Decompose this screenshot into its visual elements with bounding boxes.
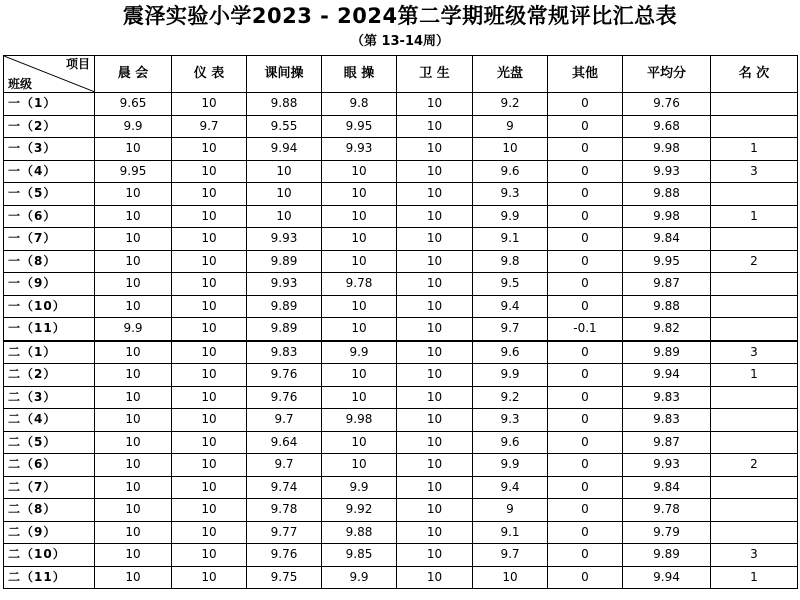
class-name-cell: 二（7） xyxy=(4,476,95,499)
score-cell: 10 xyxy=(172,160,247,183)
score-cell: 10 xyxy=(322,160,397,183)
score-cell: 10 xyxy=(172,93,247,116)
score-cell xyxy=(711,521,798,544)
score-cell: 10 xyxy=(95,364,172,387)
score-cell: 10 xyxy=(172,138,247,161)
table-row xyxy=(4,250,798,273)
column-header: 晨 会 xyxy=(95,56,172,93)
table-row xyxy=(4,160,798,183)
score-cell: 9.93 xyxy=(247,228,322,251)
class-name-cell: 二（4） xyxy=(4,409,95,432)
table-row xyxy=(4,409,798,432)
score-cell: 9.88 xyxy=(247,93,322,116)
class-name-cell: 一（4） xyxy=(4,160,95,183)
class-name-cell: 二（6） xyxy=(4,454,95,477)
score-cell: 9.76 xyxy=(247,386,322,409)
score-cell: 9.89 xyxy=(623,544,711,567)
table-row xyxy=(4,183,798,206)
score-cell: 0 xyxy=(548,160,623,183)
score-cell: 10 xyxy=(95,409,172,432)
score-cell: 0 xyxy=(548,386,623,409)
score-cell: 10 xyxy=(172,476,247,499)
score-cell: 10 xyxy=(397,454,473,477)
score-cell: 9.93 xyxy=(247,273,322,296)
score-cell: 9 xyxy=(473,115,548,138)
score-cell: 0 xyxy=(548,205,623,228)
score-cell: 9.74 xyxy=(247,476,322,499)
score-cell: 10 xyxy=(95,183,172,206)
score-cell: 9.88 xyxy=(623,295,711,318)
score-cell: 9 xyxy=(473,499,548,522)
score-cell: 10 xyxy=(172,364,247,387)
score-cell: 10 xyxy=(95,454,172,477)
score-cell: 9.1 xyxy=(473,228,548,251)
score-cell: 9.7 xyxy=(473,544,548,567)
score-cell: 9.3 xyxy=(473,409,548,432)
score-cell: 9.93 xyxy=(623,454,711,477)
table-row xyxy=(4,431,798,454)
score-cell: 0 xyxy=(548,250,623,273)
score-cell: 10 xyxy=(172,341,247,364)
score-cell: 9.75 xyxy=(247,566,322,589)
score-cell: 9.9 xyxy=(473,205,548,228)
score-cell: 9.83 xyxy=(247,341,322,364)
score-cell: 9.76 xyxy=(247,544,322,567)
score-cell: 9.5 xyxy=(473,273,548,296)
table-row xyxy=(4,115,798,138)
column-header: 光盘 xyxy=(473,56,548,93)
score-cell xyxy=(711,476,798,499)
score-cell: 9.98 xyxy=(322,409,397,432)
score-cell: 0 xyxy=(548,295,623,318)
score-cell: 10 xyxy=(172,409,247,432)
score-cell: 9.9 xyxy=(95,115,172,138)
score-cell: 10 xyxy=(397,250,473,273)
column-header: 名 次 xyxy=(711,56,798,93)
score-cell: 0 xyxy=(548,521,623,544)
column-header: 眼 操 xyxy=(322,56,397,93)
table-row xyxy=(4,138,798,161)
score-cell xyxy=(711,295,798,318)
score-cell: 9.83 xyxy=(623,386,711,409)
score-cell: 9.7 xyxy=(247,409,322,432)
score-cell: 9.76 xyxy=(247,364,322,387)
score-cell: 10 xyxy=(95,273,172,296)
score-cell: 10 xyxy=(172,250,247,273)
score-cell: 9.98 xyxy=(623,138,711,161)
class-name-cell: 二（3） xyxy=(4,386,95,409)
score-cell: 10 xyxy=(172,386,247,409)
score-cell: 10 xyxy=(322,205,397,228)
score-cell: 3 xyxy=(711,160,798,183)
column-header: 其他 xyxy=(548,56,623,93)
class-name-cell: 一（7） xyxy=(4,228,95,251)
class-name-cell: 一（11） xyxy=(4,318,95,341)
table-row xyxy=(4,454,798,477)
score-cell: 10 xyxy=(397,318,473,341)
column-header: 卫 生 xyxy=(397,56,473,93)
score-cell: 10 xyxy=(247,160,322,183)
score-cell: 9.9 xyxy=(322,341,397,364)
table-row xyxy=(4,205,798,228)
header-corner-cell xyxy=(4,56,95,93)
table-row xyxy=(4,499,798,522)
score-cell: 9.1 xyxy=(473,521,548,544)
score-cell: 10 xyxy=(397,160,473,183)
score-cell: 10 xyxy=(95,544,172,567)
score-cell: 10 xyxy=(172,544,247,567)
table-row xyxy=(4,544,798,567)
score-cell: 9.94 xyxy=(247,138,322,161)
score-cell: 10 xyxy=(397,183,473,206)
score-cell: 10 xyxy=(172,228,247,251)
score-cell: 9.92 xyxy=(322,499,397,522)
column-header: 课间操 xyxy=(247,56,322,93)
score-cell: 9.77 xyxy=(247,521,322,544)
score-cell: 9.55 xyxy=(247,115,322,138)
score-cell: 10 xyxy=(397,476,473,499)
score-cell: 1 xyxy=(711,364,798,387)
score-cell: 0 xyxy=(548,566,623,589)
class-name-cell: 一（3） xyxy=(4,138,95,161)
score-cell: 9.4 xyxy=(473,476,548,499)
score-cell: 10 xyxy=(172,273,247,296)
column-header: 仪 表 xyxy=(172,56,247,93)
class-name-cell: 二（9） xyxy=(4,521,95,544)
table-row xyxy=(4,521,798,544)
score-cell: 10 xyxy=(95,295,172,318)
score-cell: 10 xyxy=(172,318,247,341)
class-name-cell: 一（1） xyxy=(4,93,95,116)
score-cell: 10 xyxy=(397,386,473,409)
score-cell: 9.85 xyxy=(322,544,397,567)
table-row xyxy=(4,386,798,409)
score-cell: 10 xyxy=(95,499,172,522)
table-row xyxy=(4,476,798,499)
score-cell: 0 xyxy=(548,138,623,161)
corner-label-items: 项目 xyxy=(65,57,90,71)
score-cell: 10 xyxy=(397,115,473,138)
score-cell: 9.9 xyxy=(322,566,397,589)
table-row xyxy=(4,295,798,318)
score-cell: 10 xyxy=(473,138,548,161)
score-cell: 9.78 xyxy=(623,499,711,522)
score-cell: 0 xyxy=(548,544,623,567)
score-cell: 10 xyxy=(322,250,397,273)
class-name-cell: 二（8） xyxy=(4,499,95,522)
score-cell: 9.84 xyxy=(623,476,711,499)
class-name-cell: 二（5） xyxy=(4,431,95,454)
class-name-cell: 一（10） xyxy=(4,295,95,318)
score-cell xyxy=(711,386,798,409)
score-cell: 9.93 xyxy=(322,138,397,161)
score-cell: 10 xyxy=(95,228,172,251)
score-cell: 9.9 xyxy=(322,476,397,499)
score-cell: 9.95 xyxy=(95,160,172,183)
score-cell: 9.89 xyxy=(623,341,711,364)
score-cell: 10 xyxy=(397,205,473,228)
score-cell: 1 xyxy=(711,138,798,161)
score-cell: 10 xyxy=(172,454,247,477)
score-cell: 10 xyxy=(397,273,473,296)
score-cell: 0 xyxy=(548,431,623,454)
score-cell: 10 xyxy=(397,409,473,432)
score-cell: 9.6 xyxy=(473,341,548,364)
score-cell xyxy=(711,318,798,341)
class-name-cell: 二（1） xyxy=(4,341,95,364)
score-cell: 9.79 xyxy=(623,521,711,544)
score-cell: 9.95 xyxy=(623,250,711,273)
score-cell: 9.94 xyxy=(623,566,711,589)
score-cell: 9.9 xyxy=(95,318,172,341)
score-cell: 10 xyxy=(322,454,397,477)
score-cell: 10 xyxy=(247,205,322,228)
score-cell: 10 xyxy=(397,544,473,567)
score-cell: 3 xyxy=(711,544,798,567)
score-cell: 9.98 xyxy=(623,205,711,228)
class-name-cell: 一（5） xyxy=(4,183,95,206)
table-row xyxy=(4,228,798,251)
score-cell: 10 xyxy=(95,386,172,409)
score-cell: 9.78 xyxy=(247,499,322,522)
table-row xyxy=(4,93,798,116)
score-cell: 9.93 xyxy=(623,160,711,183)
score-cell: 10 xyxy=(172,566,247,589)
score-cell: 9.83 xyxy=(623,409,711,432)
score-cell xyxy=(711,499,798,522)
score-cell: 10 xyxy=(397,566,473,589)
score-cell: 10 xyxy=(172,499,247,522)
score-cell: 9.2 xyxy=(473,93,548,116)
score-cell: 9.9 xyxy=(473,454,548,477)
score-cell: 0 xyxy=(548,341,623,364)
score-cell: 9.3 xyxy=(473,183,548,206)
score-cell: 10 xyxy=(322,431,397,454)
corner-label-class: 班级 xyxy=(8,77,33,91)
score-cell: 10 xyxy=(397,431,473,454)
score-cell: 10 xyxy=(397,364,473,387)
score-cell: 10 xyxy=(397,499,473,522)
score-cell: 9.87 xyxy=(623,273,711,296)
class-name-cell: 一（9） xyxy=(4,273,95,296)
score-cell: 10 xyxy=(322,228,397,251)
table-row xyxy=(4,566,798,589)
score-cell: 9.88 xyxy=(322,521,397,544)
score-cell: 9.82 xyxy=(623,318,711,341)
score-cell: 0 xyxy=(548,93,623,116)
score-cell: 3 xyxy=(711,341,798,364)
header-row xyxy=(4,56,798,93)
score-cell: 0 xyxy=(548,115,623,138)
score-cell: 9.89 xyxy=(247,250,322,273)
score-cell: 9.87 xyxy=(623,431,711,454)
score-cell xyxy=(711,273,798,296)
score-cell: 10 xyxy=(397,341,473,364)
column-header: 平均分 xyxy=(623,56,711,93)
score-cell: 10 xyxy=(247,183,322,206)
score-cell: 9.76 xyxy=(623,93,711,116)
table-row xyxy=(4,273,798,296)
score-cell: 9.78 xyxy=(322,273,397,296)
score-cell: 10 xyxy=(172,431,247,454)
score-cell: 9.7 xyxy=(473,318,548,341)
score-cell: 10 xyxy=(95,341,172,364)
score-cell: 10 xyxy=(322,386,397,409)
score-cell: 10 xyxy=(397,521,473,544)
score-cell: 10 xyxy=(95,476,172,499)
score-cell: 10 xyxy=(322,318,397,341)
score-cell: 9.9 xyxy=(473,364,548,387)
score-cell: 1 xyxy=(711,205,798,228)
score-cell: 9.7 xyxy=(172,115,247,138)
score-cell: 9.6 xyxy=(473,431,548,454)
score-cell: 10 xyxy=(95,138,172,161)
score-cell: 0 xyxy=(548,364,623,387)
score-cell xyxy=(711,228,798,251)
score-cell: -0.1 xyxy=(548,318,623,341)
table-body xyxy=(4,93,798,589)
class-name-cell: 二（2） xyxy=(4,364,95,387)
score-cell: 9.89 xyxy=(247,318,322,341)
score-cell: 9.94 xyxy=(623,364,711,387)
score-cell: 9.64 xyxy=(247,431,322,454)
score-cell xyxy=(711,431,798,454)
class-name-cell: 二（11） xyxy=(4,566,95,589)
score-cell: 1 xyxy=(711,566,798,589)
score-cell: 10 xyxy=(397,93,473,116)
score-cell: 0 xyxy=(548,476,623,499)
score-cell: 9.65 xyxy=(95,93,172,116)
score-cell: 0 xyxy=(548,273,623,296)
score-cell xyxy=(711,115,798,138)
score-cell: 10 xyxy=(95,431,172,454)
score-cell: 9.6 xyxy=(473,160,548,183)
score-cell: 10 xyxy=(95,205,172,228)
score-cell: 0 xyxy=(548,499,623,522)
score-cell: 10 xyxy=(473,566,548,589)
score-cell: 10 xyxy=(397,138,473,161)
score-cell: 9.7 xyxy=(247,454,322,477)
class-name-cell: 二（10） xyxy=(4,544,95,567)
table-row xyxy=(4,341,798,364)
score-cell: 9.8 xyxy=(473,250,548,273)
score-cell: 10 xyxy=(397,228,473,251)
score-cell: 10 xyxy=(322,295,397,318)
score-cell: 9.84 xyxy=(623,228,711,251)
score-cell: 0 xyxy=(548,454,623,477)
score-cell: 10 xyxy=(322,364,397,387)
score-cell xyxy=(711,183,798,206)
table-row xyxy=(4,364,798,387)
score-cell: 10 xyxy=(172,205,247,228)
score-cell: 0 xyxy=(548,228,623,251)
table-row xyxy=(4,318,798,341)
score-cell xyxy=(711,409,798,432)
score-cell: 9.4 xyxy=(473,295,548,318)
score-cell: 9.95 xyxy=(322,115,397,138)
class-name-cell: 一（6） xyxy=(4,205,95,228)
score-cell: 10 xyxy=(95,250,172,273)
score-cell: 9.2 xyxy=(473,386,548,409)
score-cell xyxy=(711,93,798,116)
score-cell: 0 xyxy=(548,409,623,432)
score-cell: 10 xyxy=(172,295,247,318)
score-cell: 10 xyxy=(172,183,247,206)
score-cell: 2 xyxy=(711,454,798,477)
score-cell: 10 xyxy=(172,521,247,544)
class-name-cell: 一（2） xyxy=(4,115,95,138)
page-subtitle: （第 13-14周） xyxy=(350,34,450,49)
class-name-cell: 一（8） xyxy=(4,250,95,273)
score-cell: 10 xyxy=(397,295,473,318)
score-cell: 10 xyxy=(95,521,172,544)
score-cell: 9.8 xyxy=(322,93,397,116)
score-cell: 0 xyxy=(548,183,623,206)
score-cell: 10 xyxy=(95,566,172,589)
score-table xyxy=(3,55,798,589)
score-cell: 9.68 xyxy=(623,115,711,138)
score-cell: 10 xyxy=(322,183,397,206)
score-cell: 2 xyxy=(711,250,798,273)
score-cell: 9.88 xyxy=(623,183,711,206)
score-cell: 9.89 xyxy=(247,295,322,318)
page-title: 震泽实验小学2023 - 2024第二学期班级常规评比汇总表 xyxy=(122,4,678,28)
